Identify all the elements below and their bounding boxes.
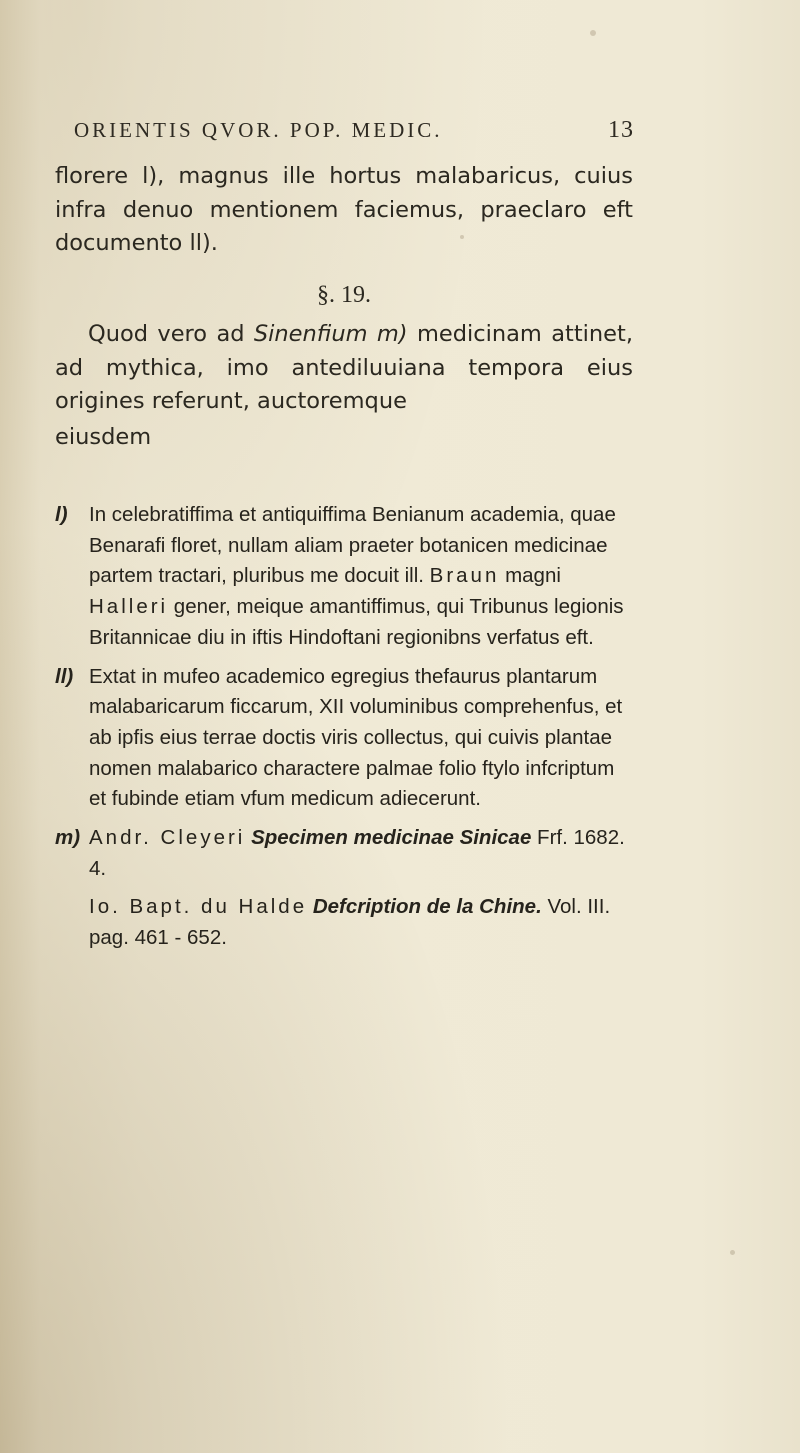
footnote-text: magni	[499, 564, 561, 588]
footnote-mark: ll)	[55, 664, 74, 688]
footnote-text: Frf. 1682. 4.	[89, 826, 625, 880]
author-name: Io. Bapt. du Halde	[89, 895, 308, 919]
paper-spot	[730, 1250, 735, 1255]
paragraph-text: Quod vero ad	[88, 321, 254, 347]
footnote-mark: m)	[55, 826, 81, 850]
paragraph-sinenses	[55, 318, 633, 419]
running-head-title: ORIENTIS QVOR. POP. MEDIC.	[74, 118, 443, 142]
page-number: 13	[608, 117, 634, 143]
book-title: Specimen medicinae Sinicae	[251, 826, 532, 850]
running-head	[74, 117, 634, 144]
footnote-text: Vol. III. pag. 461 - 652.	[89, 895, 611, 950]
footnote-text: gener, meique amantiffimus, qui Tribunus legionis Britannicae diu in iftis Hindoftani regionibns verfatus eft.	[89, 595, 624, 649]
footnote	[55, 662, 635, 816]
footnote-text: In celebratiffima et antiquiffima Benianum academia, quae Benarafi floret, nullam aliam praeter botanicen medicinae partem tractari, pluribus me docuit ill.	[89, 503, 616, 588]
paper-spot	[590, 30, 596, 36]
footnote-text: Extat in mufeo academico egregius thefaurus plantarum malabaricarum ficcarum, XII voluminibus comprehenfus, et ab ipfis eius terrae doctis viris collectus, qui cuivis plantae nomen malabarico charactere palmae folio ftylo infcriptum et fubinde etiam vfum medicum adiecerunt.	[89, 664, 623, 811]
footnote	[55, 500, 635, 654]
italic-term: Sinenfium	[253, 321, 368, 347]
main-text	[55, 160, 633, 454]
footnote	[55, 823, 635, 884]
section-heading: §. 19.	[317, 281, 371, 308]
author-name: Halleri	[89, 595, 169, 619]
footnote-mark: l)	[55, 503, 68, 526]
author-name: Andr. Cleyeri	[89, 826, 246, 850]
author-name: Braun	[429, 564, 500, 588]
footnotes	[55, 500, 635, 962]
catchword: eiusdem	[55, 423, 152, 450]
footnote-mark: m)	[367, 321, 408, 347]
paragraph-text: medicinam attinet, ad mythica, imo antediluuiana tempora eius origines referunt, auctoremque	[55, 321, 633, 414]
book-title: Defcription de la Chine.	[312, 895, 542, 919]
footnote	[55, 892, 635, 953]
paragraph-continued: florere l), magnus ille hortus malabaricus, cuius infra denuo mentionem faciemus, praeclaro eft documento ll).	[55, 163, 633, 256]
